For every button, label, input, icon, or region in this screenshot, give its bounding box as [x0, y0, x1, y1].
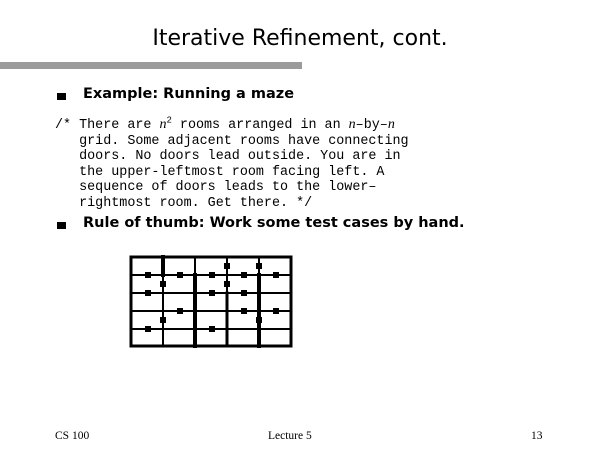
maze-door: [177, 272, 183, 278]
slide-title: Iterative Refinement, cont.: [152, 26, 448, 51]
maze-door: [145, 326, 151, 332]
maze-door: [209, 290, 215, 296]
code-var-n: n: [159, 117, 167, 132]
maze-door: [145, 290, 151, 296]
bullet-square-icon: [57, 222, 66, 229]
code-comment: [55, 117, 409, 212]
code-line2: grid. Some adjacent rooms have connecting: [55, 133, 409, 149]
maze-door: [209, 272, 215, 278]
maze-door: [241, 272, 247, 278]
bullet-example: Example: Running a maze: [83, 86, 295, 102]
maze-door: [273, 272, 279, 278]
maze-door: [177, 308, 183, 314]
maze-door: [160, 317, 166, 323]
code-var-n: n: [348, 117, 356, 132]
footer-lecture: Lecture 5: [268, 430, 312, 442]
maze-outer-wall: [131, 257, 291, 346]
code-line1-by: –by–: [355, 118, 388, 133]
maze-door: [224, 281, 230, 287]
maze-door: [256, 317, 262, 323]
maze-door: [224, 263, 230, 269]
maze-door: [256, 263, 262, 269]
title-divider: [0, 62, 302, 69]
maze-door: [273, 308, 279, 314]
code-line5: sequence of doors leads to the lower–: [55, 180, 377, 196]
maze-door: [145, 272, 151, 278]
maze-grid-figure: [128, 254, 294, 350]
footer-page-number: 13: [531, 430, 543, 442]
code-line1-mid: rooms arranged in an: [171, 118, 349, 133]
code-line1-start: /* There are: [55, 118, 160, 133]
maze-door: [160, 281, 166, 287]
maze-door: [241, 308, 247, 314]
code-line3: doors. No doors lead outside. You are in: [55, 149, 401, 165]
maze-door: [241, 290, 247, 296]
footer-course: CS 100: [55, 430, 90, 442]
bullet-rule-of-thumb: Rule of thumb: Work some test cases by hand.: [83, 215, 465, 231]
maze-door: [209, 326, 215, 332]
bullet-square-icon: [57, 93, 66, 100]
code-exponent: 2: [166, 115, 172, 126]
code-line6: rightmost room. Get there. */: [55, 195, 313, 211]
code-line4: the upper-leftmost room facing left. A: [55, 164, 385, 180]
code-var-n: n: [387, 117, 395, 132]
